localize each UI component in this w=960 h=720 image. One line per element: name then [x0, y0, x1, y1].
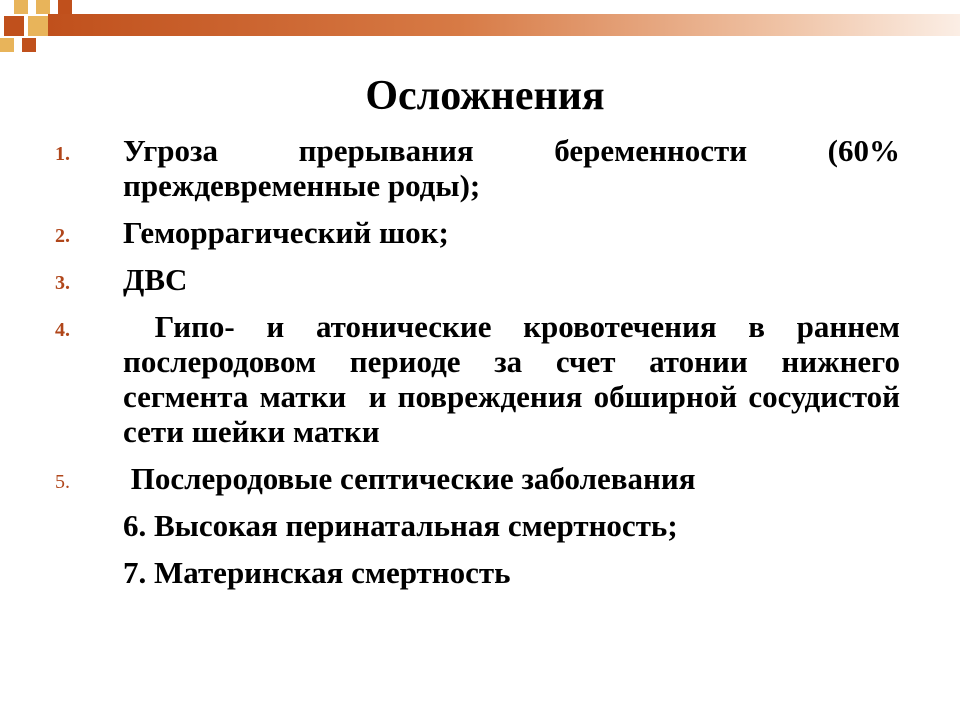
list-text: Послеродовые септические заболевания — [123, 461, 696, 496]
list-item — [55, 133, 900, 203]
list-text: Угроза прерывания беременности (60% преждевременные роды); — [123, 133, 900, 203]
list-text: Геморрагический шок; — [123, 215, 449, 250]
list-number: 1. — [55, 143, 70, 165]
list-number: 4. — [55, 319, 70, 341]
complications-list — [55, 133, 908, 602]
list-item — [55, 461, 900, 496]
list-number: 2. — [55, 225, 70, 247]
list-text: ДВС — [123, 262, 188, 297]
slide-title: Осложнения — [365, 73, 605, 119]
list-item — [55, 262, 900, 297]
list-item — [55, 309, 908, 449]
list-number: 3. — [55, 272, 70, 294]
header-gradient-bar — [48, 14, 960, 36]
list-number: 5. — [55, 471, 70, 493]
list-item — [55, 215, 900, 250]
plain-line: 6. Высокая перинатальная смертность; — [123, 508, 678, 543]
list-text: Гипо- и атонические кровотечения в раннем послеродовом периоде за счет атонии нижнего сегмента матки и повреждения обширной сосудистой сети шейки матки — [123, 309, 908, 449]
plain-line: 7. Материнская смертность — [123, 555, 511, 590]
